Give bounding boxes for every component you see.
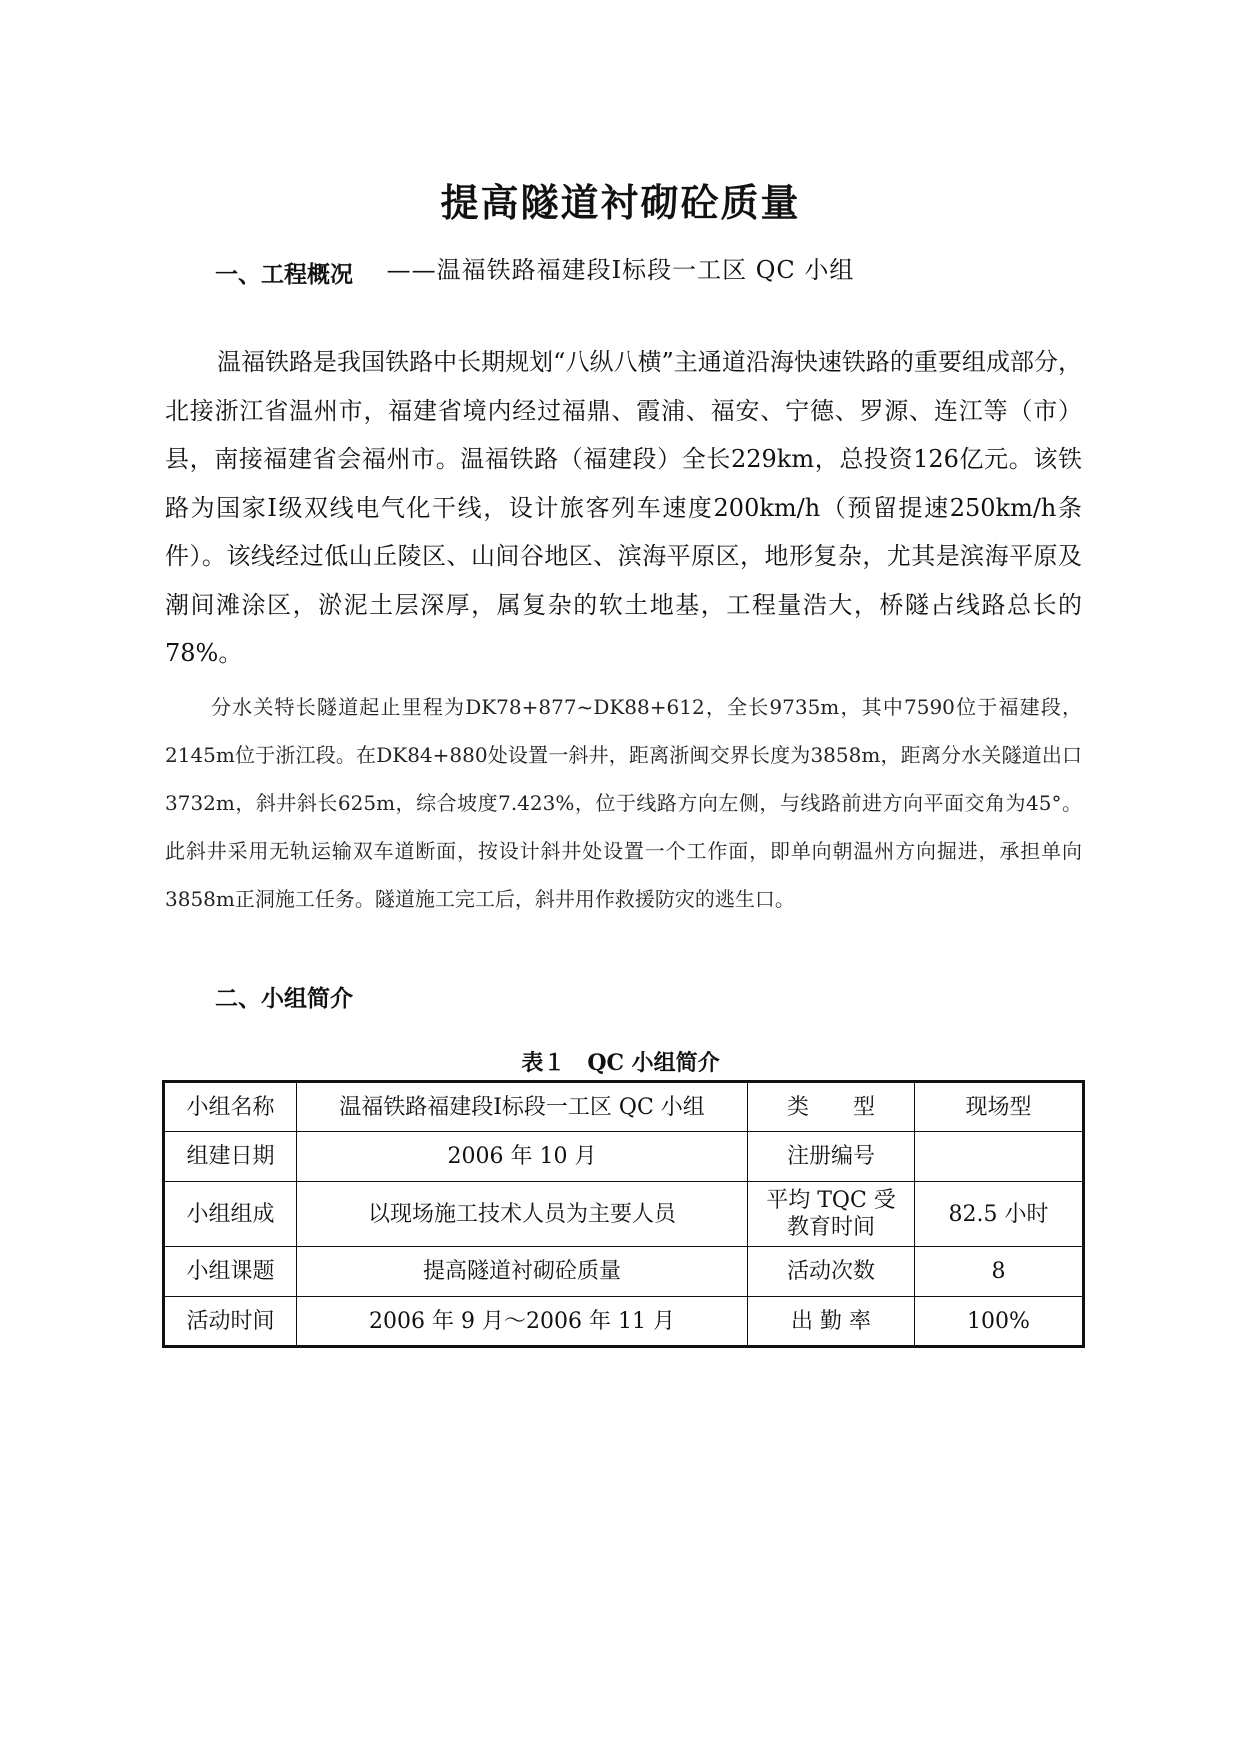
table-cell: 提高隧道衬砌砼质量 [297, 1247, 748, 1297]
table-cell: 现场型 [915, 1082, 1084, 1132]
table-row [164, 1247, 1084, 1297]
document-subtitle: ——温福铁路福建段Ⅰ标段一工区 QC 小组 [386, 256, 855, 284]
section-heading-group-intro: 二、小组简介 [215, 985, 353, 1012]
table-row [164, 1082, 1084, 1132]
table-row [164, 1297, 1084, 1347]
table-cell: 活动时间 [164, 1297, 297, 1347]
table-cell: 8 [915, 1247, 1084, 1297]
table-cell [915, 1132, 1084, 1182]
table-cell: 2006 年 9 月～2006 年 11 月 [297, 1297, 748, 1347]
table-cell: 平均 TQC 受教育时间 [748, 1182, 915, 1247]
table-cell: 出 勤 率 [748, 1297, 915, 1347]
table-cell: 温福铁路福建段Ⅰ标段一工区 QC 小组 [297, 1082, 748, 1132]
table-row [164, 1132, 1084, 1182]
table-cell: 小组课题 [164, 1247, 297, 1297]
table-cell: 类 型 [748, 1082, 915, 1132]
table-cell: 小组组成 [164, 1182, 297, 1247]
table-cell: 小组名称 [164, 1082, 297, 1132]
table-cell: 2006 年 10 月 [297, 1132, 748, 1182]
project-overview-paragraph: 温福铁路是我国铁路中长期规划“八纵八横”主通道沿海快速铁路的重要组成部分，北接浙江省温州市，福建省境内经过福鼎、霞浦、福安、宁德、罗源、连江等（市）县，南接福建省会福州市。温福铁路（福建段）全长229km，总投资126亿元。该铁路为国家Ⅰ级双线电气化干线，设计旅客列车速度200km/h（预留提速250km/h条件）。该线经过低山丘陵区、山间谷地区、滨海平原区，地形复杂，尤其是滨海平原及潮间滩涂区，淤泥土层深厚，属复杂的软土地基，工程量浩大，桥隧占线路总长的78%。 [165, 348, 1082, 667]
table-cell: 组建日期 [164, 1132, 297, 1182]
table-cell: 注册编号 [748, 1132, 915, 1182]
table-caption: 表１ QC 小组简介 [521, 1050, 720, 1076]
table-row [164, 1182, 1084, 1247]
table-cell: 活动次数 [748, 1247, 915, 1297]
tunnel-description-paragraph: 分水关特长隧道起止里程为DK78+877~DK88+612，全长9735m，其中7590位于福建段，2145m位于浙江段。在DK84+880处设置一斜井，距离浙闽交界长度为3858m，距离分水关隧道出口3732m，斜井斜长625m，综合坡度7.423%，位于线路方向左侧，与线路前进方向平面交角为45°。此斜井采用无轨运输双车道断面，按设计斜井处设置一个工作面，即单向朝温州方向掘进，承担单向3858m正洞施工任务。隧道施工完工后，斜井用作救援防灾的逃生口。 [165, 695, 1082, 911]
table-cell: 82.5 小时 [915, 1182, 1084, 1247]
table-cell: 100% [915, 1297, 1084, 1347]
qc-group-info-table [162, 1080, 1085, 1348]
document-title: 提高隧道衬砌砼质量 [440, 180, 801, 225]
table-cell: 以现场施工技术人员为主要人员 [297, 1182, 748, 1247]
section-heading-overview: 一、工程概况 [215, 261, 353, 288]
